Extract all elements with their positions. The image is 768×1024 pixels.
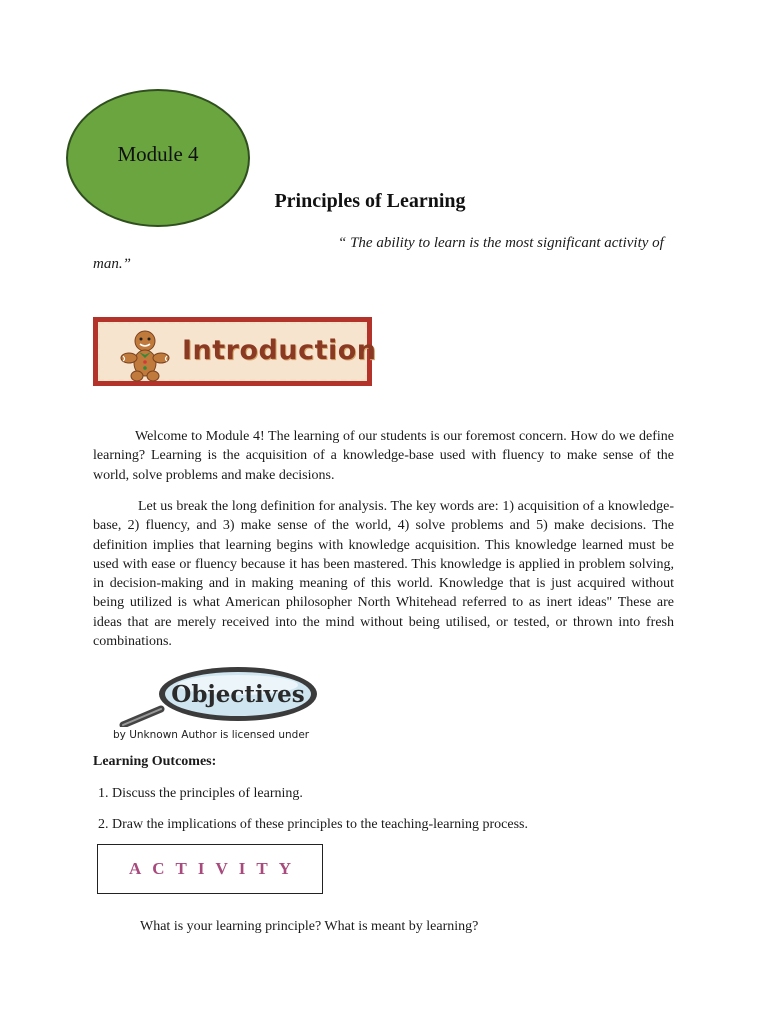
activity-label: ACTIVITY	[128, 859, 303, 878]
activity-box	[97, 844, 323, 894]
quote-line-2: man.”	[93, 256, 131, 272]
learning-outcomes-heading: Learning Outcomes:	[93, 754, 217, 769]
objectives-magnifier-image	[113, 665, 365, 727]
image-credit: by Unknown Author is licensed under	[113, 729, 310, 741]
learning-outcome-item: 2. Draw the implications of these principles to the teaching-learning process.	[98, 817, 528, 832]
introduction-label: Introduction	[182, 335, 377, 366]
introduction-banner	[93, 317, 377, 386]
module-label: Module 4	[117, 141, 199, 166]
paragraph-definition: Let us break the long definition for analysis. The key words are: 1) acquisition of a knowledge-base, 2) fluency, and 3) make sense of the world, 4) solve problems and 5) make decisions. The definition implies that learning begins with knowledge acquisition. This knowledge learned must be used with ease or fluency because it has been mastered. This knowledge is applied in problem solving, in decision-making and in making meaning of this world. Knowledge that is just acquired without being utilized is what American philosopher North Whitehead referred to as inert ideas" These are ideas that are merely received into the mind without being utilised, or tested, or thrown into fresh combinations.	[93, 499, 674, 650]
objectives-label: Objectives	[171, 681, 305, 708]
paragraph-welcome: Welcome to Module 4! The learning of our students is our foremost concern. How do we define learning? Learning is the acquisition of a knowledge-base used with fluency to make sense of the world, solve problems and make decisions.	[93, 429, 674, 483]
gingerbread-icon	[120, 328, 170, 382]
introduction-banner-inner	[98, 322, 377, 381]
page-title: Principles of Learning	[274, 190, 466, 212]
learning-outcome-item: 1. Discuss the principles of learning.	[98, 786, 303, 801]
quote-line-1: “ The ability to learn is the most significant activity of	[338, 235, 664, 251]
activity-question: What is your learning principle? What is meant by learning?	[140, 919, 479, 934]
